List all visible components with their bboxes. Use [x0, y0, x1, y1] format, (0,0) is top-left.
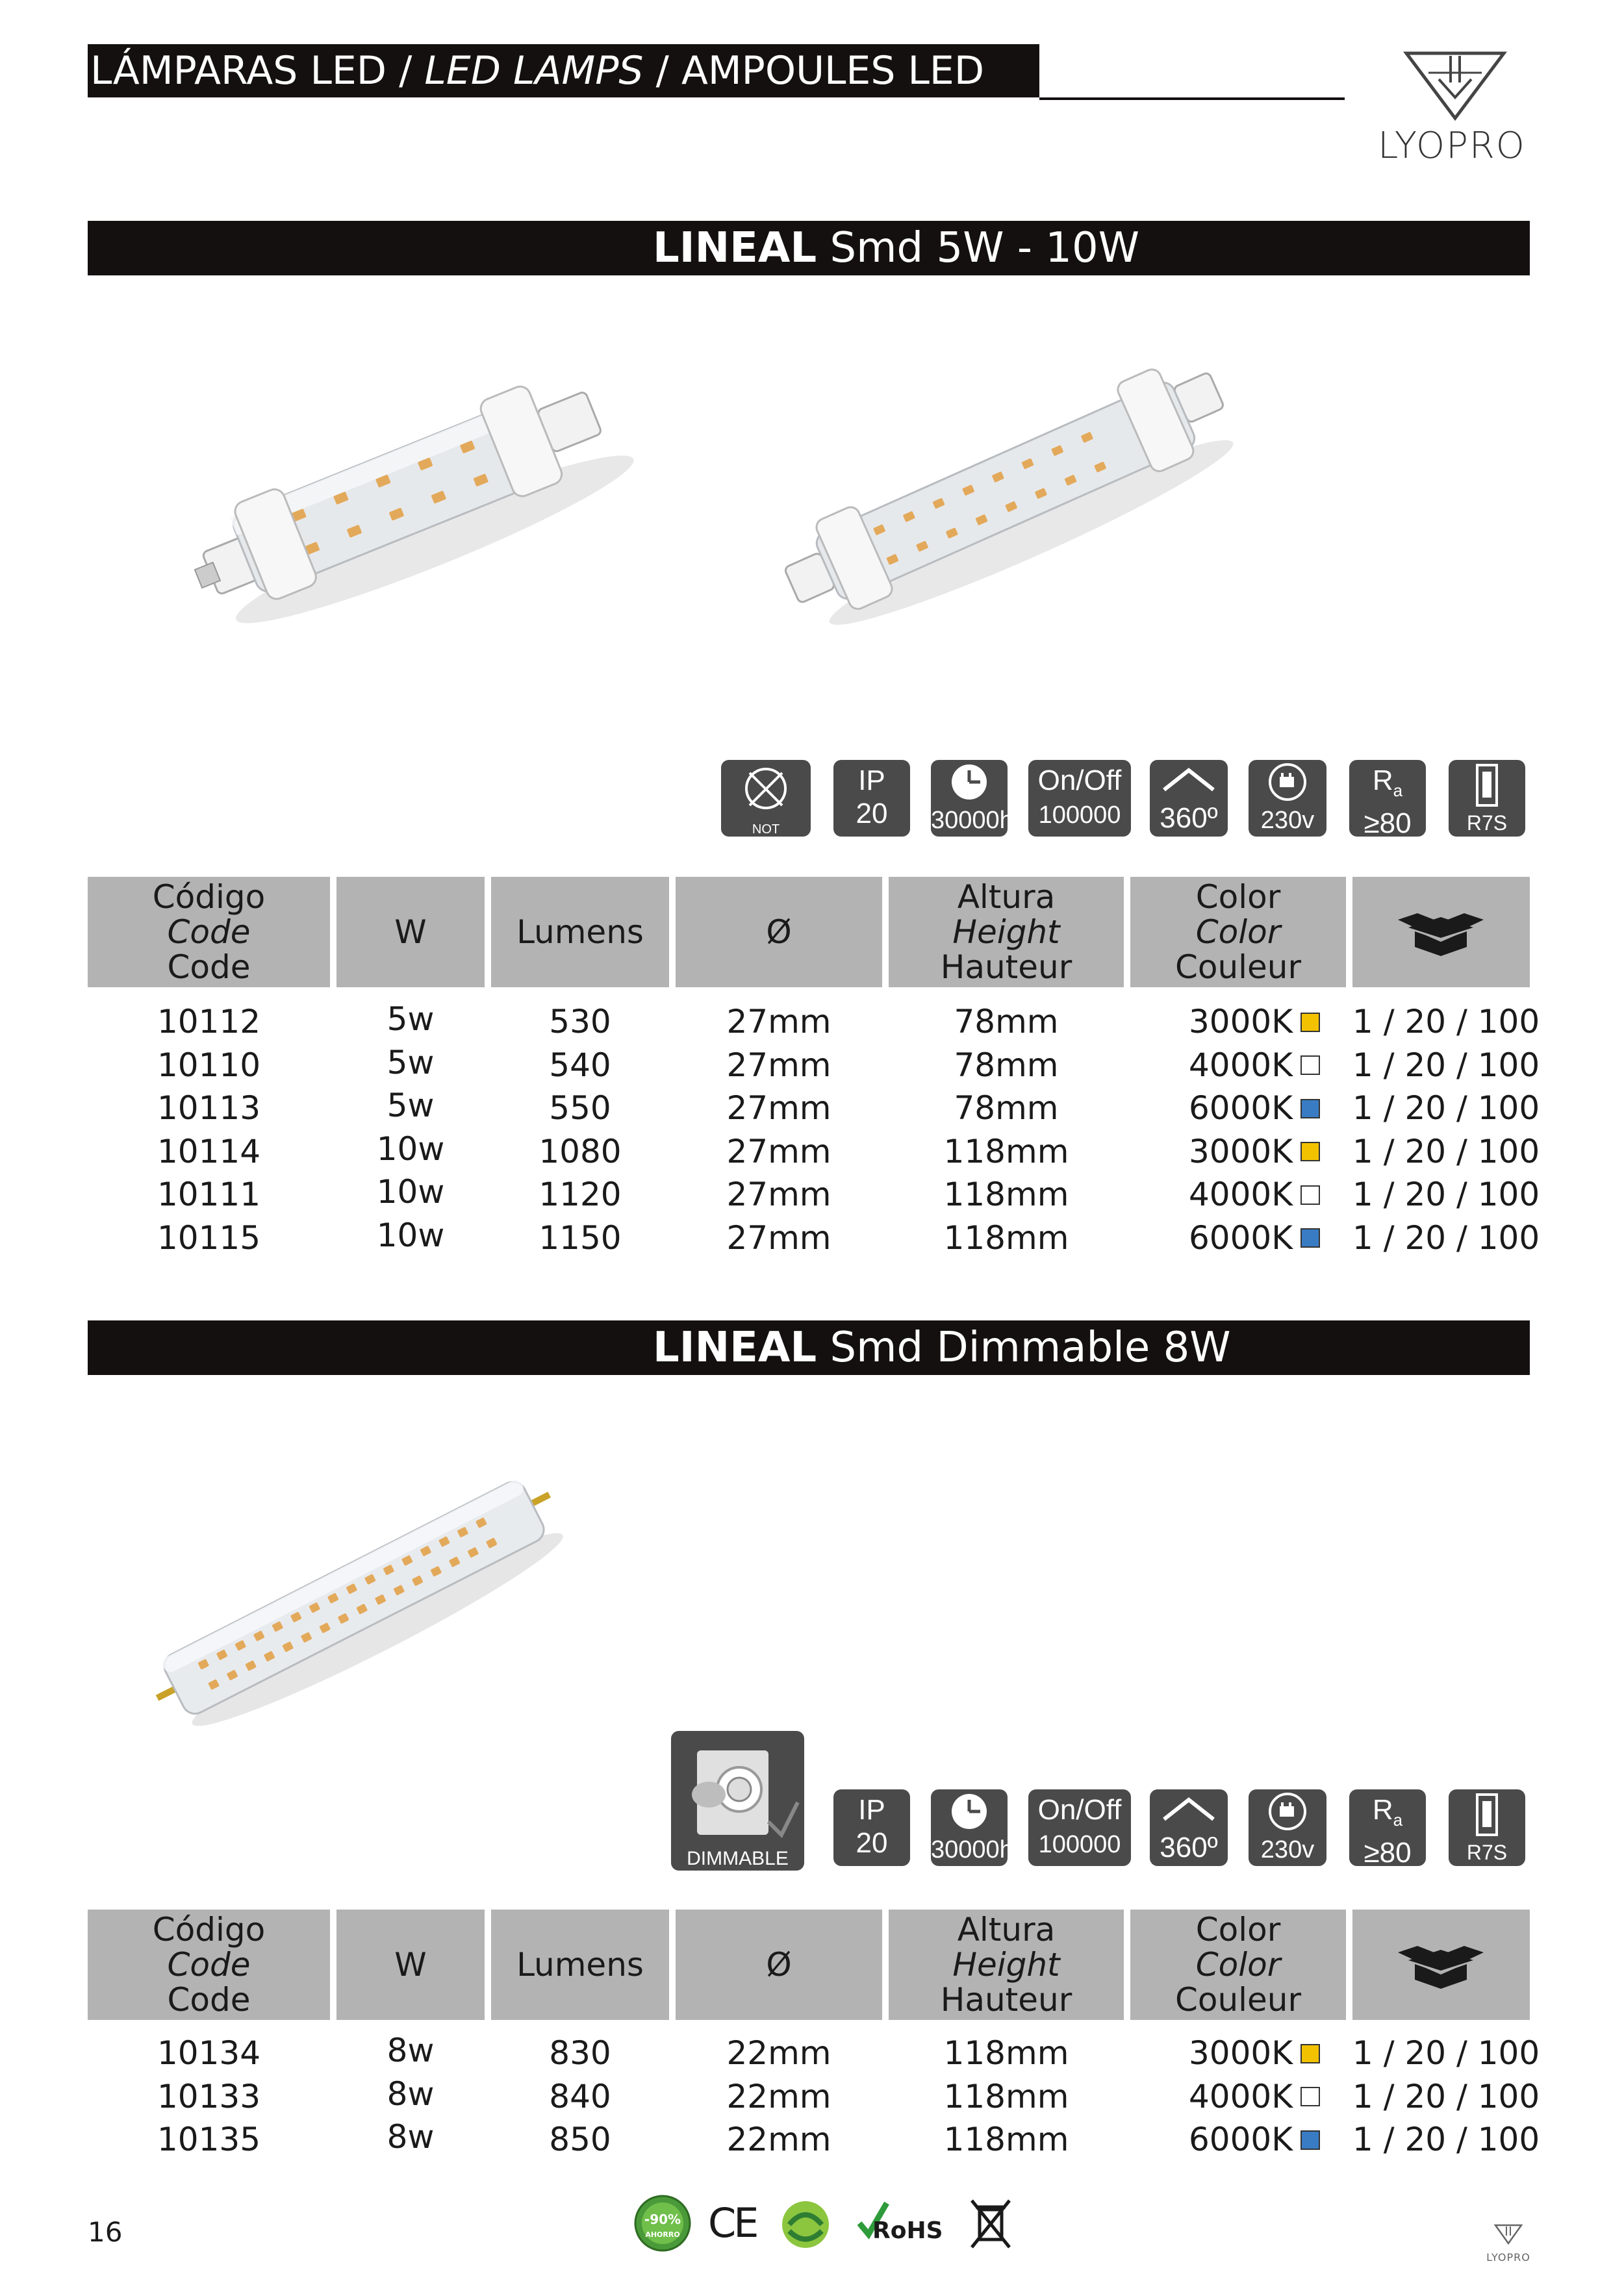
- color-swatch: [1300, 1185, 1320, 1205]
- color-temp: 4000K: [1188, 1046, 1293, 1084]
- table-cell-w: 8w: [387, 2075, 435, 2113]
- table-cell-w: 8w: [387, 2032, 435, 2069]
- ip-rating-badge: [833, 760, 910, 837]
- cri-label: R: [1372, 764, 1393, 796]
- ce-mark: CE: [708, 2199, 757, 2247]
- table-cell-lumens: 830: [549, 2034, 611, 2072]
- page-header-title: [88, 44, 1039, 97]
- header-lumens: Lumens: [516, 913, 644, 951]
- header-code-fr: Code: [167, 948, 251, 986]
- dimmable-icon: [671, 1731, 804, 1871]
- not-dimmable-label: NOT DIMMABLE: [731, 822, 800, 852]
- ip-value: 20: [856, 798, 888, 829]
- table-cell-code: 10113: [157, 1089, 261, 1127]
- table-cell-pack: 1 / 20 / 100: [1352, 2034, 1540, 2072]
- table-cell-code: 10115: [157, 1218, 261, 1257]
- table-cell-code: 10112: [157, 1003, 261, 1041]
- onoff-value-2: 100000: [1038, 1831, 1121, 1858]
- table-cell-pack: 1 / 20 / 100: [1352, 1003, 1540, 1041]
- cri-sub-2: a: [1393, 1810, 1403, 1830]
- voltage-plug-icon: [1249, 760, 1326, 837]
- table-cell-lumens: 540: [549, 1046, 611, 1084]
- ip-value-2: 20: [856, 1827, 888, 1859]
- col-header-diameter: [676, 877, 882, 987]
- table-cell-code: 10135: [157, 2121, 261, 2158]
- table-cell-diameter: 27mm: [726, 1176, 831, 1213]
- r7s-base-icon-2: [1449, 1789, 1525, 1866]
- dimmable-label: DIMMABLE: [687, 1848, 789, 1869]
- cri-sub: a: [1393, 780, 1403, 800]
- header2-w: W: [394, 1946, 427, 1984]
- col-header-watts: [336, 877, 485, 987]
- saving-badge-sub: AHORRO: [645, 2230, 680, 2239]
- box-icon: [1352, 1910, 1530, 2020]
- header-height-en: Height: [952, 913, 1060, 951]
- box-icon: [1352, 877, 1530, 987]
- table-cell-lumens: 850: [549, 2121, 611, 2158]
- table-cell-diameter: 27mm: [726, 1089, 831, 1127]
- header-color-es: Color: [1195, 878, 1281, 916]
- table-cell-lumens: 550: [549, 1089, 611, 1127]
- col-header-lumens-2: [491, 1910, 669, 2020]
- table-cell-pack: 1 / 20 / 100: [1352, 2121, 1540, 2158]
- weee-bin-icon: [968, 2194, 1013, 2252]
- header2-color-fr: Couleur: [1174, 1981, 1302, 2019]
- table-cell-diameter: 22mm: [726, 2034, 831, 2072]
- table-cell-diameter: 27mm: [726, 1218, 831, 1257]
- page-number: 16: [88, 2216, 123, 2248]
- color-swatch: [1300, 1055, 1320, 1075]
- col-header-lumens: [491, 877, 669, 987]
- table-cell-diameter: 22mm: [726, 2077, 831, 2115]
- table-cell-height: 78mm: [954, 1003, 1059, 1041]
- not-dimmable-icon: [721, 760, 811, 852]
- rohs-mark-icon: [854, 2194, 965, 2252]
- section2-title-rest: Smd Dimmable 8W: [817, 1324, 1231, 1372]
- saving-badge-text: -90%: [644, 2212, 681, 2227]
- section-title-bold: LINEAL: [653, 224, 817, 272]
- header-title-part2: LED LAMPS: [424, 48, 644, 94]
- color-temp: 6000K: [1188, 1218, 1293, 1257]
- table-cell-lumens: 1120: [539, 1176, 622, 1213]
- onoff-label-2: On/Off: [1037, 1794, 1122, 1826]
- table-cell-height: 78mm: [954, 1089, 1059, 1127]
- onoff-label: On/Off: [1037, 764, 1122, 796]
- table-cell-w: 5w: [387, 1043, 435, 1081]
- cri-label-2: R: [1372, 1794, 1393, 1826]
- beam-angle-icon: [1150, 760, 1228, 837]
- header2-color-en: Color: [1195, 1946, 1281, 1984]
- beam-angle-value: 360º: [1160, 802, 1218, 834]
- table-cell-height: 118mm: [943, 2034, 1069, 2072]
- color-swatch: [1300, 1013, 1320, 1032]
- table-cell-color: [1130, 1044, 1346, 1087]
- beam-angle-value-2: 360º: [1160, 1832, 1218, 1863]
- col-header-watts-2: [336, 1910, 485, 2020]
- color-temp: 3000K: [1188, 1003, 1293, 1041]
- cri-value-2: ≥80: [1364, 1836, 1412, 1869]
- table-cell-w: 10w: [376, 1216, 445, 1254]
- cri-value: ≥80: [1364, 807, 1412, 839]
- ip-rating-badge-2: [833, 1789, 910, 1866]
- header-code-es: Código: [152, 878, 266, 916]
- header-diameter: Ø: [766, 913, 792, 951]
- section-title-rest: Smd 5W - 10W: [817, 224, 1139, 272]
- section2-title-bold: LINEAL: [653, 1324, 817, 1372]
- cri-badge-2: [1349, 1789, 1426, 1869]
- header-rule: [1039, 97, 1345, 100]
- table-cell-color: [1130, 1217, 1346, 1260]
- table-cell-pack: 1 / 20 / 100: [1352, 1089, 1540, 1127]
- header-title-part1: LÁMPARAS LED /: [90, 48, 425, 94]
- table-cell-pack: 1 / 20 / 100: [1352, 1218, 1540, 1257]
- color-temp: 6000K: [1188, 2121, 1293, 2158]
- voltage-plug-icon-2: [1249, 1789, 1326, 1866]
- r7s-base-icon: [1449, 760, 1525, 837]
- color-swatch: [1300, 1099, 1320, 1118]
- table-cell-lumens: 530: [549, 1003, 611, 1041]
- color-temp: 6000K: [1188, 1089, 1293, 1127]
- col-header-color: [1130, 877, 1346, 987]
- color-swatch: [1300, 2044, 1320, 2063]
- table-cell-lumens: 1080: [539, 1132, 622, 1170]
- header2-height-en: Height: [952, 1946, 1060, 1984]
- table-cell-code: 10134: [157, 2034, 261, 2072]
- color-temp: 3000K: [1188, 1132, 1293, 1170]
- logo-text: LYOPRO: [1378, 125, 1526, 167]
- table-cell-color: [1130, 1087, 1346, 1130]
- energy-saving-badge-icon: [633, 2194, 692, 2252]
- table-cell-code: 10133: [157, 2077, 261, 2115]
- header-w: W: [394, 913, 427, 951]
- header2-code-en: Code: [167, 1946, 251, 1984]
- header2-lumens: Lumens: [516, 1946, 644, 1984]
- table-cell-w: 5w: [387, 1087, 435, 1124]
- table-cell-pack: 1 / 20 / 100: [1352, 1176, 1540, 1213]
- beam-angle-icon-2: [1150, 1789, 1228, 1866]
- table-cell-w: 8w: [387, 2118, 435, 2156]
- table-cell-lumens: 1150: [539, 1218, 622, 1257]
- color-swatch: [1300, 2130, 1320, 2150]
- table-cell-height: 118mm: [943, 1132, 1069, 1170]
- table-cell-pack: 1 / 20 / 100: [1352, 1132, 1540, 1170]
- table-cell-color: [1130, 2075, 1346, 2119]
- table-cell-diameter: 27mm: [726, 1132, 831, 1170]
- header-color-en: Color: [1195, 913, 1281, 951]
- lineal-dimmable-8w-lamp-image: [133, 1461, 575, 1734]
- cri-badge: [1349, 760, 1426, 837]
- lifetime-clock-icon: [931, 760, 1013, 837]
- on-off-cycles-badge: [1028, 760, 1131, 837]
- lifetime-value: 30000h: [931, 807, 1013, 834]
- ip-label-2: IP: [858, 1794, 885, 1826]
- section-title-bar-2: [88, 1320, 1530, 1375]
- base-value: R7S: [1466, 811, 1508, 835]
- table-cell-color: [1130, 1130, 1346, 1174]
- color-swatch: [1300, 2087, 1320, 2106]
- table-cell-height: 118mm: [943, 2077, 1069, 2115]
- onoff-value: 100000: [1038, 801, 1121, 829]
- color-temp: 3000K: [1188, 2034, 1293, 2072]
- section-title-bar: [88, 221, 1530, 275]
- color-temp: 4000K: [1188, 1176, 1293, 1213]
- table-cell-height: 118mm: [943, 1176, 1069, 1213]
- col-header-height: [889, 877, 1124, 987]
- table-cell-color: [1130, 1173, 1346, 1217]
- table-cell-height: 118mm: [943, 2121, 1069, 2158]
- col-header-color-2: [1130, 1910, 1346, 2020]
- table-cell-diameter: 27mm: [726, 1046, 831, 1084]
- col-header-height-2: [889, 1910, 1124, 2020]
- col-header-diameter-2: [676, 1910, 882, 2020]
- header2-diameter: Ø: [766, 1946, 792, 1984]
- header2-height-es: Altura: [957, 1911, 1056, 1949]
- table-cell-code: 10114: [157, 1132, 261, 1170]
- col-header-code: [88, 877, 330, 987]
- col-header-packaging: [1352, 877, 1530, 987]
- header-title-part3: / AMPOULES LED: [643, 48, 985, 94]
- color-swatch: [1300, 1142, 1320, 1161]
- table-cell-color: [1130, 2118, 1346, 2162]
- table-cell-w: 5w: [387, 1000, 435, 1038]
- table-cell-lumens: 840: [549, 2077, 611, 2115]
- table-cell-code: 10111: [157, 1176, 261, 1213]
- header-code-en: Code: [167, 913, 251, 951]
- color-temp: 4000K: [1188, 2077, 1293, 2115]
- col-header-code-2: [88, 1910, 330, 2020]
- on-off-cycles-badge-2: [1028, 1789, 1131, 1866]
- rohs-text: RoHS: [872, 2217, 943, 2244]
- recycle-globe-icon: [776, 2195, 835, 2254]
- ip-label: IP: [858, 764, 885, 796]
- color-swatch: [1300, 1228, 1320, 1248]
- table-cell-diameter: 27mm: [726, 1003, 831, 1041]
- voltage-value-2: 230v: [1260, 1836, 1315, 1863]
- table-cell-color: [1130, 2032, 1346, 2075]
- col-header-packaging-2: [1352, 1910, 1530, 2020]
- table-cell-height: 118mm: [943, 1218, 1069, 1257]
- footer-logo-text: LYOPRO: [1486, 2251, 1530, 2264]
- lineal-10w-lamp-image: [760, 344, 1254, 643]
- header2-color-es: Color: [1195, 1911, 1281, 1949]
- header2-code-es: Código: [152, 1911, 266, 1949]
- lifetime-value-2: 30000h: [931, 1836, 1013, 1863]
- header-height-es: Altura: [957, 878, 1056, 916]
- header-color-fr: Couleur: [1174, 948, 1302, 986]
- lineal-5w-lamp-image: [169, 351, 650, 637]
- base-value-2: R7S: [1466, 1841, 1508, 1864]
- table-cell-code: 10110: [157, 1046, 261, 1084]
- lifetime-clock-icon-2: [931, 1789, 1013, 1866]
- voltage-value: 230v: [1260, 807, 1315, 834]
- table-cell-w: 10w: [376, 1173, 445, 1211]
- table-cell-color: [1130, 1000, 1346, 1044]
- table-cell-diameter: 22mm: [726, 2121, 831, 2158]
- table-cell-w: 10w: [376, 1129, 445, 1168]
- header2-height-fr: Hauteur: [940, 1981, 1072, 2019]
- header2-code-fr: Code: [167, 1981, 251, 2019]
- header-height-fr: Hauteur: [940, 948, 1072, 986]
- table-cell-pack: 1 / 20 / 100: [1352, 2077, 1540, 2115]
- table-cell-height: 78mm: [954, 1046, 1059, 1084]
- table-cell-pack: 1 / 20 / 100: [1352, 1046, 1540, 1084]
